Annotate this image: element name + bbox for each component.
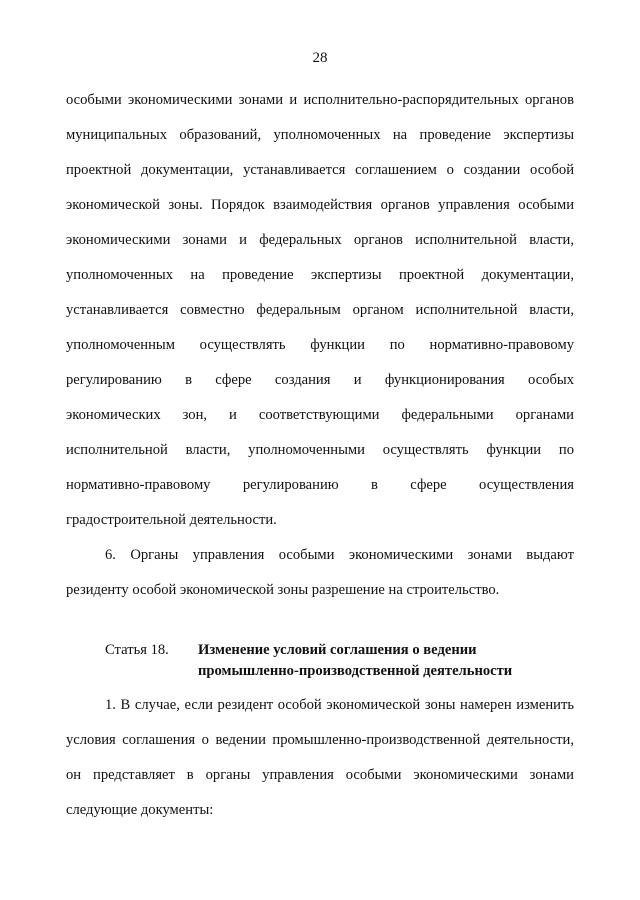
text-line: регулированию в сфере создания и функционирования особых bbox=[66, 372, 574, 388]
article-title bbox=[198, 640, 598, 682]
text-line: проектной документации, устанавливается соглашением о создании особой bbox=[66, 162, 574, 178]
article-title-line: Изменение условий соглашения о ведении bbox=[198, 642, 477, 658]
text-line: следующие документы: bbox=[66, 802, 214, 818]
text-line: муниципальных образований, уполномоченных на проведение экспертизы bbox=[66, 127, 574, 143]
text-line: 1. В случае, если резидент особой экономической зоны намерен изменить bbox=[105, 697, 574, 713]
text-line: 6. Органы управления особыми экономическими зонами выдают bbox=[105, 547, 574, 563]
text-line: уполномоченных на проведение экспертизы проектной документации, bbox=[66, 267, 574, 283]
text-line: экономической зоны. Порядок взаимодействия органов управления особыми bbox=[66, 197, 574, 213]
text-line: нормативно-правовому регулированию в сфере осуществления bbox=[66, 477, 574, 493]
article-label: Статья 18. bbox=[105, 642, 169, 658]
text-line: экономических зон, и соответствующими федеральными органами bbox=[66, 407, 574, 423]
text-line: экономическими зонами и федеральных органов исполнительной власти, bbox=[66, 232, 574, 248]
text-line: уполномоченным осуществлять функции по нормативно-правовому bbox=[66, 337, 574, 353]
text-line: исполнительной власти, уполномоченными осуществлять функции по bbox=[66, 442, 574, 458]
page-number: 28 bbox=[312, 50, 328, 66]
text-line: особыми экономическими зонами и исполнительно-распорядительных органов bbox=[66, 92, 574, 108]
text-line: резиденту особой экономической зоны разрешение на строительство. bbox=[66, 582, 500, 598]
text-line: условия соглашения о ведении промышленно-производственной деятельности, bbox=[66, 732, 574, 748]
text-line: градостроительной деятельности. bbox=[66, 512, 277, 528]
article-title-line: промышленно-производственной деятельности bbox=[198, 663, 513, 679]
text-line: он представляет в органы управления особыми экономическими зонами bbox=[66, 767, 574, 783]
text-line: устанавливается совместно федеральным органом исполнительной власти, bbox=[66, 302, 574, 318]
